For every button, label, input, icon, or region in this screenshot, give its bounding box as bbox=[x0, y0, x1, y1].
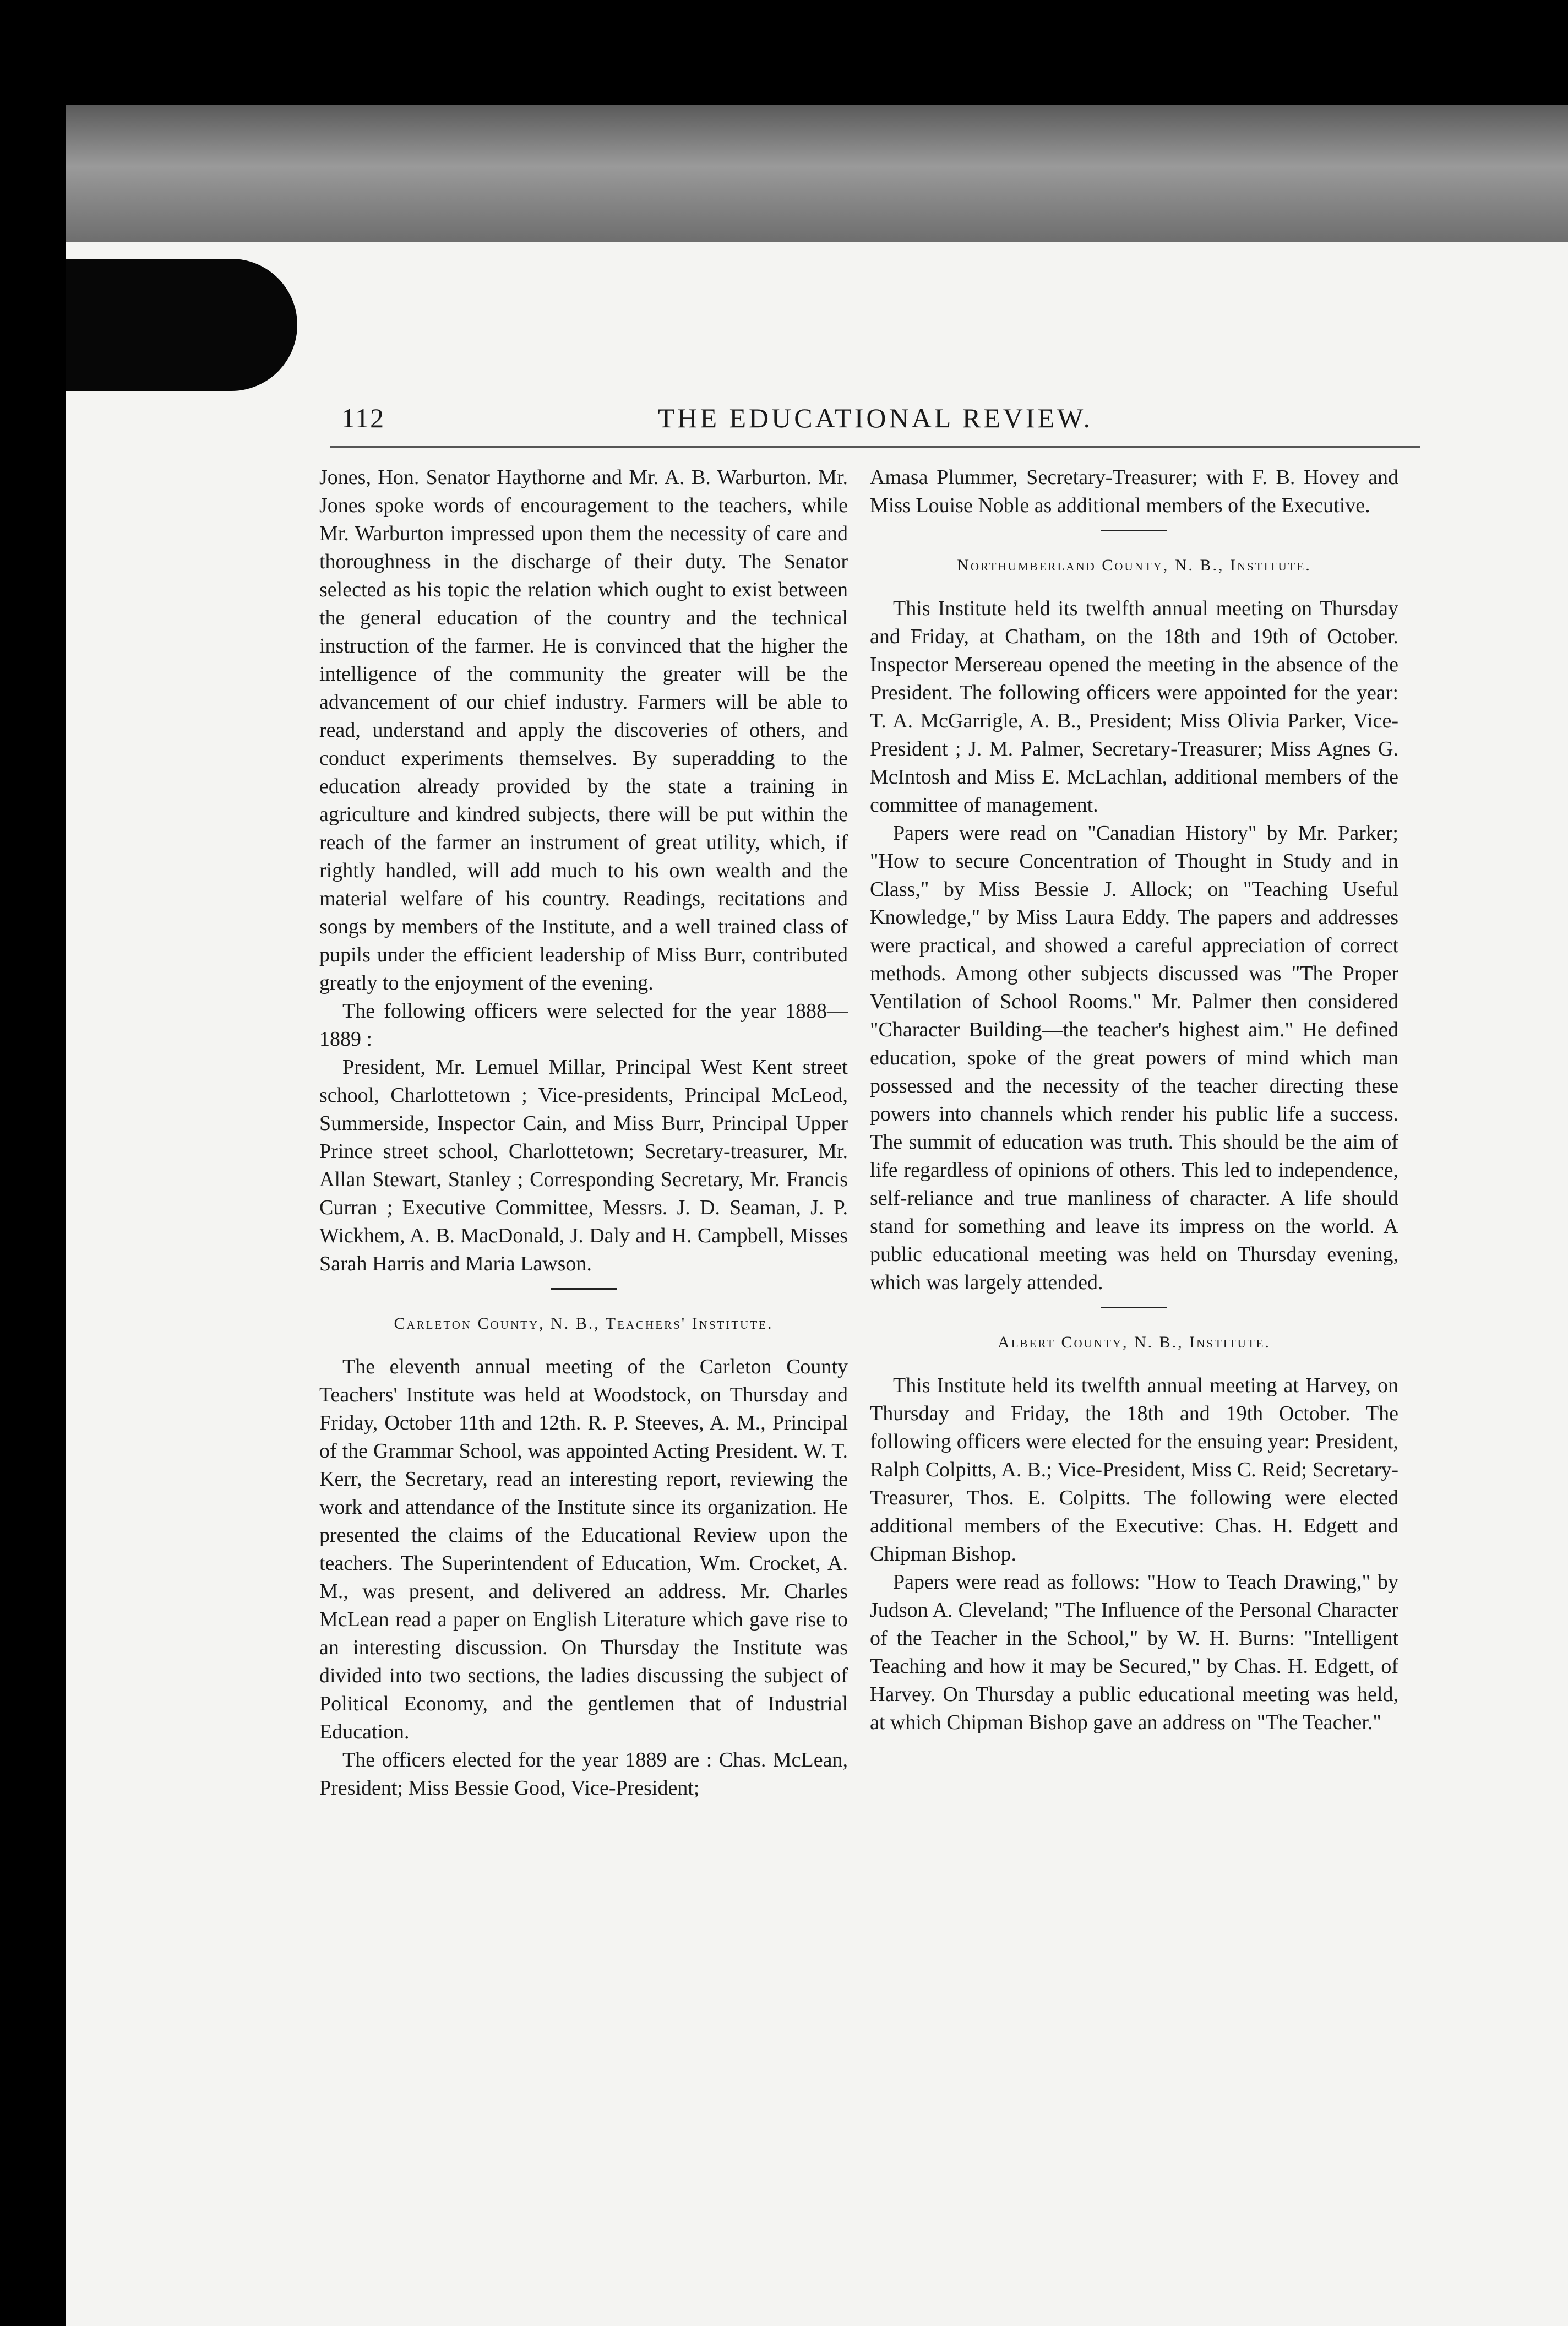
paragraph: President, Mr. Lemuel Millar, Principal West Kent street school, Charlottetown ; Vice-presidents, Principal McLeod, Summerside, Inspector Cain, and Miss Burr, Principal Upper Prince street school, Charlottetown; Secretary-treasurer, Mr. Allan Stewart, Stanley ; Corresponding Secretary, Mr. Francis Curran ; Executive Committee, Messrs. J. D. Seaman, J. P. Wickhem, A. B. MacDonald, J. Daly and H. Campbell, Misses Sarah Harris and Maria Lawson. bbox=[319, 1056, 848, 1275]
section-title-albert: Albert County, N. B., Institute. bbox=[998, 1333, 1271, 1351]
scanner-background bbox=[66, 105, 1568, 242]
paragraph: Papers were read on "Canadian History" by Mr. Parker; "How to secure Concentration of Thought in Study and in Class," by Miss Bessie J. Allock; on "Teaching Useful Knowledge," by Miss Laura Eddy. The papers and addresses were practical, and showed a careful appreciation of correct methods. Among other subjects discussed was "The Proper Ventilation of School Rooms." Mr. Palmer then considered "Character Building—the teacher's highest aim." He defined education, spoke of the great powers of mind which man possessed and the necessity of the teacher directing these powers into channels which render his public life a success. The summit of education was truth. This should be the aim of life regardless of opinions of others. This led to independence, self-reliance and true manliness of character. A life should stand for something and leave its impress on the world. A public educational meeting was held on Thursday evening, which was largely attended. bbox=[870, 822, 1398, 1294]
binder-clip bbox=[66, 259, 297, 391]
paragraph: The eleventh annual meeting of the Carleton County Teachers' Institute was held at Woodstock, on Thursday and Friday, October 11th and 12th. R. P. Steeves, A. M., Principal of the Grammar School, was appointed Acting President. W. T. Kerr, the Secretary, read an interesting report, reviewing the work and attendance of the Institute since its organization. He presented the claims of the Educational Review upon the teachers. The Superintendent of Education, Wm. Crocket, A. M., was present, and delivered an address. Mr. Charles McLean read a paper on English Literature which gave rise to an interesting discussion. On Thursday the Institute was divided into two sections, the ladies discussing the subject of Political Economy, and the gentlemen that of Industrial Education. bbox=[319, 1355, 848, 1743]
section-title-carleton: Carleton County, N. B., Teachers' Institute. bbox=[394, 1314, 774, 1333]
header-rule bbox=[330, 446, 1420, 448]
right-column bbox=[870, 464, 1398, 1737]
page-number: 112 bbox=[341, 403, 385, 433]
section-divider bbox=[1101, 530, 1167, 531]
paragraph: The following officers were selected for the year 1888—1889 : bbox=[319, 999, 848, 1051]
paragraph: Jones, Hon. Senator Haythorne and Mr. A. B. Warburton. Mr. Jones spoke words of encouragement to the teachers, while Mr. Warburton impressed upon them the necessity of care and thoroughness in the discharge of their duty. The Senator selected as his topic the relation which ought to exist between the general education of the country and the technical instruction of the farmer. He is convinced that the higher the intelligence of the community the greater will be the advancement of our chief industry. Farmers will be able to read, understand and apply the discoveries of others, and conduct experiments themselves. By superadding to the education already provided by the state a training in agriculture and kindred subjects, there will be put within the reach of the farmer an instrument of great utility, which, if rightly handled, will add much to his own wealth and the material welfare of his country. Readings, recitations and songs by members of the Institute, and a well trained class of pupils under the efficient leadership of Miss Burr, contributed greatly to the enjoyment of the evening. bbox=[319, 466, 848, 994]
paragraph: Papers were read as follows: "How to Teach Drawing," by Judson A. Cleveland; "The Influence of the Personal Character of the Teacher in the School," by W. H. Burns: "Intelligent Teaching and how it may be Secured," by Chas. H. Edgett, of Harvey. On Thursday a public educational meeting was held, at which Chipman Bishop gave an address on "The Teacher." bbox=[870, 1570, 1398, 1734]
paragraph: Amasa Plummer, Secretary-Treasurer; with F. B. Hovey and Miss Louise Noble as additional members of the Executive. bbox=[870, 466, 1398, 517]
section-divider bbox=[551, 1288, 617, 1290]
running-head bbox=[330, 402, 1420, 446]
journal-title: THE EDUCATIONAL REVIEW. bbox=[657, 403, 1093, 433]
paragraph: The officers elected for the year 1889 are : Chas. McLean, President; Miss Bessie Good, Vice-President; bbox=[319, 1748, 848, 1800]
scanner-edge bbox=[0, 0, 66, 2326]
section-title-northumberland: Northumberland County, N. B., Institute. bbox=[957, 556, 1311, 574]
section-divider bbox=[1101, 1307, 1167, 1308]
paragraph: This Institute held its twelfth annual meeting on Thursday and Friday, at Chatham, on the 18th and 19th of October. Inspector Mersereau opened the meeting in the absence of the President. The following officers were appointed for the year: T. A. McGarrigle, A. B., President; Miss Olivia Parker, Vice-President ; J. M. Palmer, Secretary-Treasurer; Miss Agnes G. McIntosh and Miss E. McLachlan, additional members of the committee of management. bbox=[870, 597, 1398, 817]
left-column bbox=[319, 464, 848, 1802]
paragraph: This Institute held its twelfth annual meeting at Harvey, on Thursday and Friday, the 18th and 19th October. The following officers were elected for the ensuing year: President, Ralph Colpitts, A. B.; Vice-President, Miss C. Reid; Secretary-Treasurer, Thos. E. Colpitts. The following were elected additional members of the Executive: Chas. H. Edgett and Chipman Bishop. bbox=[870, 1374, 1398, 1566]
